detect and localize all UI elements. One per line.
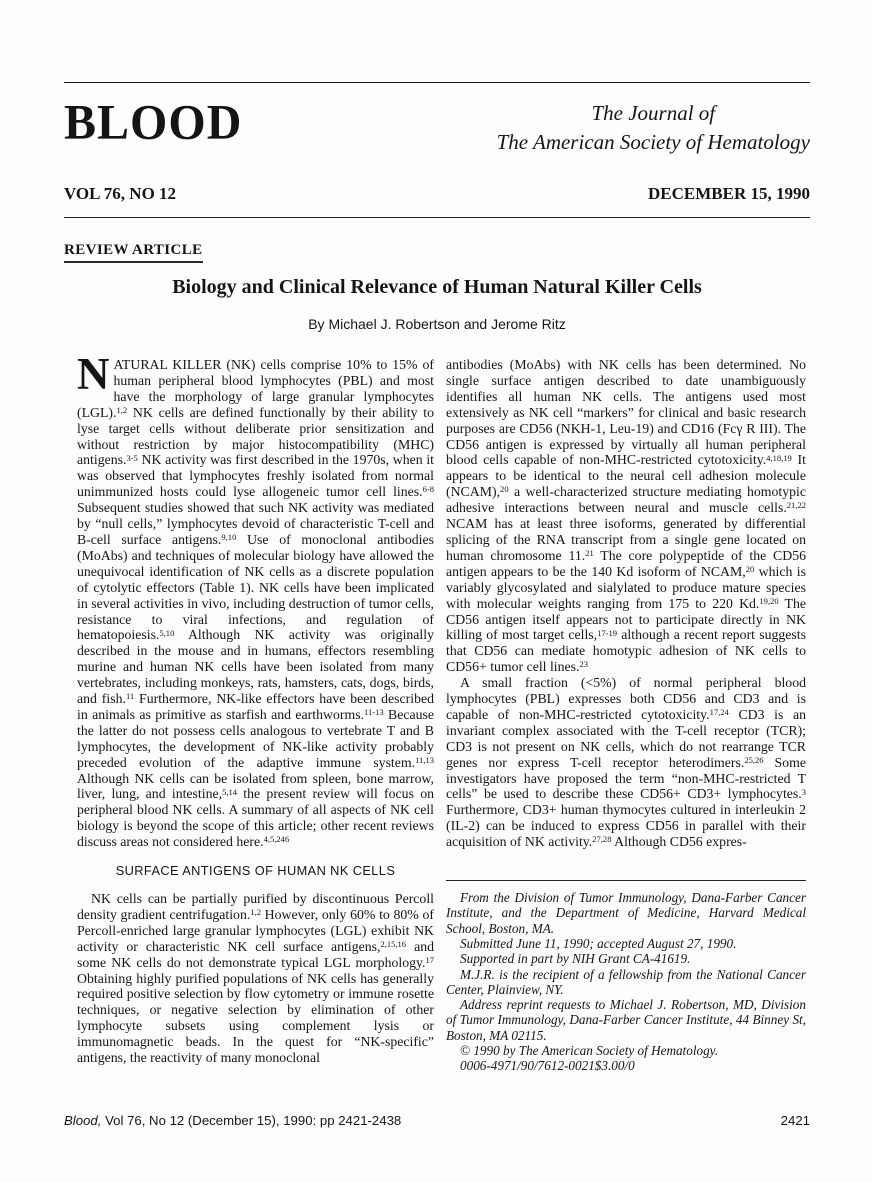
- article-title: Biology and Clinical Relevance of Human Natural Killer Cells: [172, 276, 702, 298]
- footnote-support: Supported in part by NIH Grant CA-41619.: [460, 951, 691, 967]
- masthead-rule: [64, 217, 810, 218]
- journal-name-line1: The Journal of: [591, 101, 716, 125]
- left-paragraph-1: [77, 349, 435, 850]
- issue-date: DECEMBER 15, 1990: [648, 184, 810, 203]
- dropcap: N: [77, 349, 110, 399]
- right-column: [446, 357, 806, 1074]
- footnote-copyright: © 1990 by The American Society of Hematology.: [460, 1043, 719, 1059]
- journal-logo: BLOOD: [64, 94, 243, 151]
- page-footer: [64, 1113, 810, 1128]
- footer-citation-journal: Blood,: [64, 1113, 102, 1128]
- left-paragraph-2: NK cells can be partially purified by discontinuous Percoll density gradient centrifugation.$^{1,2}$ However, only 60% to 80% of Percoll-enriched large granular lymphocytes (LGL) exhibit NK activity or characteristic NK cell surface antigens,$^{2,15,16}$ and some NK cells do not demonstrate typical LGL morphology.$^{17}$ Obtaining highly purified populations of NK cells has generally required positive selection by flow cytometry or immune rosette techniques, or negative selection by elimination of other lymphocyte subsets using complement lysis or immunomagnetic beads. In the quest for “NK-specific” antigens, the reactivity of many monoclonal: [77, 891, 434, 1066]
- journal-name-line2: The American Society of Hematology: [496, 130, 810, 154]
- footnote-submitted: Submitted June 11, 1990; accepted August 27, 1990.: [460, 935, 737, 951]
- section-heading: SURFACE ANTIGENS OF HUMAN NK CELLS: [115, 863, 396, 879]
- top-rule: [64, 82, 810, 83]
- right-paragraph-1: antibodies (MoAbs) with NK cells has been determined. No single surface antigen described to date unambiguously identifies all human NK cells. The antigens used most extensively as NK cell “markers” for clinical and basic research purposes are CD56 (NKH-1, Leu-19) and CD16 (Fcγ R III). The CD56 antigen is expressed by virtually all human peripheral blood cells capable of non-MHC-restricted cytotoxicity.$^{4,18,19}$ It appears to be identical to the neural cell adhesion molecule (NCAM),$^{20}$ a well-characterized structure mediating homotypic adhesive interactions between neural and muscle cells.$^{21,22}$ NCAM has at least three isoforms, generated by differential splicing of the RNA transcript from a single gene located on human chromosome 11.21 The core polypeptide of the CD56 antigen appears to be the 140 Kd isoform of NCAM,$^{20}$ which is variably glycosylated and sialylated to produce mature species with molecular weights ranging from 175 to 220 Kd.$^{19,20}$ The CD56 antigen itself appears not to participate directly in NK killing of most target cells,$^{17-19}$ although a recent report suggests that CD56 can mediate homotypic adhesion of NK cells to CD56+ tumor cell lines.$^{23}$: [446, 357, 806, 675]
- masthead: [64, 94, 810, 157]
- footnote-block: [446, 880, 806, 1074]
- left-column: [77, 349, 435, 1074]
- left-paragraph-1-text: ATURAL KILLER (NK) cells comprise 10% to 15% of human peripheral blood lymphocytes (PBL) and most have the morphology of large granular lymphocytes (LGL).$^{1,2}$ NK cells are defined functionally by their ability to lyse target cells without deliberate prior sensitization and without restriction by major histocompatibility (MHC) antigens.$^{3-5}$ NK activity was first described in the 1970s, when it was observed that lymphocytes freshly isolated from normal unimmunized hosts could lyse allogeneic tumor cell lines.$^{6-8}$ Subsequent studies showed that such NK activity was mediated by “null cells,” lymphocytes devoid of characteristic T-cell and B-cell surface antigens.$^{9,10}$ Use of monoclonal antibodies (MoAbs) and techniques of molecular biology have allowed the unequivocal identification of NK cells as a discrete population of cytolytic effectors (Table 1). NK cells have been implicated in several activities in vivo, including destruction of tumor cells, resistance to viral infections, and regulation of hematopoiesis.$^{5,10}$ Although NK activity was originally described in the mouse and in humans, effectors resembling murine and human NK cells have been isolated from many vertebrates, including monkeys, rats, hamsters, cats, dogs, birds, and fish.$^{11}$ Furthermore, NK-like effectors have been described in animals as primitive as starfish and earthworms.$^{11-13}$ Because the latter do not possess cells analogous to vertebrate T and B lymphocytes, the development of NK-like activity probably preceded evolution of the adaptive immune system.$^{11,13}$ Although NK cells can be isolated from spleen, bone marrow, liver, lung, and intestine,$^{5,14}$ the present review will focus on peripheral blood NK cells. A summary of all aspects of NK cell biology is beyond the scope of this article; other recent reviews discuss areas not considered here.$^{4,5,246}$: [77, 357, 435, 850]
- footer-citation-rest: Vol 76, No 12 (December 15), 1990: pp 2421-2438: [101, 1113, 402, 1128]
- body-columns: [77, 349, 810, 1074]
- footnote-issn-code: 0006-4971/90/7612-0021$3.00/0: [460, 1058, 635, 1074]
- article-byline: By Michael J. Robertson and Jerome Ritz: [308, 316, 566, 332]
- volume-label: VOL 76, NO 12: [64, 184, 177, 203]
- page-number: 2421: [780, 1113, 810, 1128]
- volume-row: [64, 184, 810, 204]
- kicker-wrap: [64, 241, 810, 263]
- footnote-reprints: Address reprint requests to Michael J. Robertson, MD, Division of Tumor Immunology, Dana-Farber Cancer Institute, 44 Binney St, Boston, MA 02115.: [446, 997, 806, 1043]
- review-article-label: REVIEW ARTICLE: [64, 242, 203, 263]
- footer-citation: [64, 1113, 401, 1128]
- journal-name: [497, 97, 810, 157]
- right-paragraph-2: A small fraction (<5%) of normal peripheral blood lymphocytes (PBL) expresses both CD56 and CD3 and is capable of non-MHC-restricted cytotoxicity.$^{17,24}$ CD3 is an invariant complex associated with the T-cell receptor (TCR); CD3 is not present on NK cells, which do not rearrange TCR genes nor express T-cell receptor heterodimers.$^{25,26}$ Some investigators have proposed the term “non-MHC-restricted T cells” be used to describe these CD56+ CD3+ lymphocytes.$^3$ Furthermore, CD3+ human thymocytes cultured in interleukin 2 (IL-2) can be induced to express CD56 in parallel with their acquisition of NK activity.$^{27,28}$ Although CD56 expres-: [446, 675, 806, 850]
- footnote-affiliation: From the Division of Tumor Immunology, Dana-Farber Cancer Institute, and the Department of Medicine, Harvard Medical School, Boston, MA.: [446, 890, 806, 936]
- footnote-fellowship: M.J.R. is the recipient of a fellowship from the National Cancer Center, Plainview, NY.: [446, 966, 806, 997]
